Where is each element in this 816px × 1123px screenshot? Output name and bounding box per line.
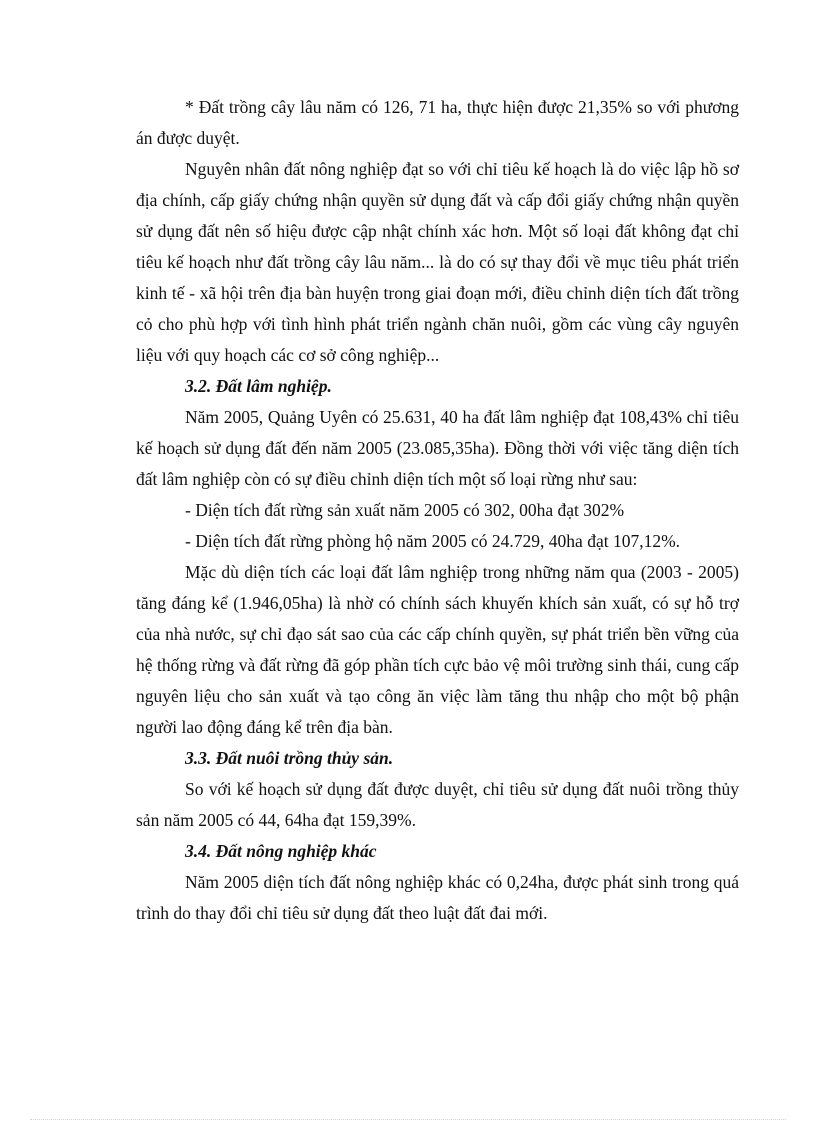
document-body xyxy=(136,92,739,929)
paragraph-reasons: Nguyên nhân đất nông nghiệp đạt so với chỉ tiêu kế hoạch là do việc lập hồ sơ địa chính, cấp giấy chứng nhận quyền sử dụng đất và cấp đổi giấy chứng nhận quyền sử dụng đất nên số hiệu được cập nhật chính xác hơn. Một số loại đất không đạt chỉ tiêu kế hoạch như đất trồng cây lâu năm... là do có sự thay đổi về mục tiêu phát triển kinh tế - xã hội trên địa bàn huyện trong giai đoạn mới, điều chỉnh diện tích đất trồng cỏ cho phù hợp với tình hình phát triển ngành chăn nuôi, gồm các vùng cây nguyên liệu với quy hoạch các cơ sở công nghiệp... xyxy=(136,159,739,365)
list-item-production-forest: - Diện tích đất rừng sản xuất năm 2005 có 302, 00ha đạt 302% xyxy=(185,500,625,520)
heading-other-agricultural-land: 3.4. Đất nông nghiệp khác xyxy=(185,841,377,861)
heading-aquaculture-land: 3.3. Đất nuôi trồng thủy sản. xyxy=(185,748,394,768)
page-bottom-divider xyxy=(30,1119,786,1120)
paragraph-aquaculture: So với kế hoạch sử dụng đất được duyệt, chỉ tiêu sử dụng đất nuôi trồng thủy sản năm 2005 có 44, 64ha đạt 159,39%. xyxy=(136,779,739,830)
heading-forestry-land: 3.2. Đất lâm nghiệp. xyxy=(185,376,332,396)
paragraph-other-agricultural: Năm 2005 diện tích đất nông nghiệp khác có 0,24ha, được phát sinh trong quá trình do thay đổi chỉ tiêu sử dụng đất theo luật đất đai mới. xyxy=(136,872,739,923)
paragraph-perennial-crops: * Đất trồng cây lâu năm có 126, 71 ha, thực hiện được 21,35% so với phương án được duyệt. xyxy=(136,97,739,148)
paragraph-forestry-increase: Mặc dù diện tích các loại đất lâm nghiệp trong những năm qua (2003 - 2005) tăng đáng kể (1.946,05ha) là nhờ có chính sách khuyến khích sản xuất, có sự hỗ trợ của nhà nước, sự chỉ đạo sát sao của các cấp chính quyền, sự phát triển bền vững của hệ thống rừng và đất rừng đã góp phần tích cực bảo vệ môi trường sinh thái, cung cấp nguyên liệu cho sản xuất và tạo công ăn việc làm tăng thu nhập cho một bộ phận người lao động đáng kể trên địa bàn. xyxy=(136,562,739,737)
paragraph-forestry-2005: Năm 2005, Quảng Uyên có 25.631, 40 ha đất lâm nghiệp đạt 108,43% chỉ tiêu kế hoạch sử dụng đất đến năm 2005 (23.085,35ha). Đồng thời với việc tăng diện tích đất lâm nghiệp còn có sự điều chỉnh diện tích một số loại rừng như sau: xyxy=(136,407,739,489)
list-item-protection-forest: - Diện tích đất rừng phòng hộ năm 2005 có 24.729, 40ha đạt 107,12%. xyxy=(185,531,681,551)
